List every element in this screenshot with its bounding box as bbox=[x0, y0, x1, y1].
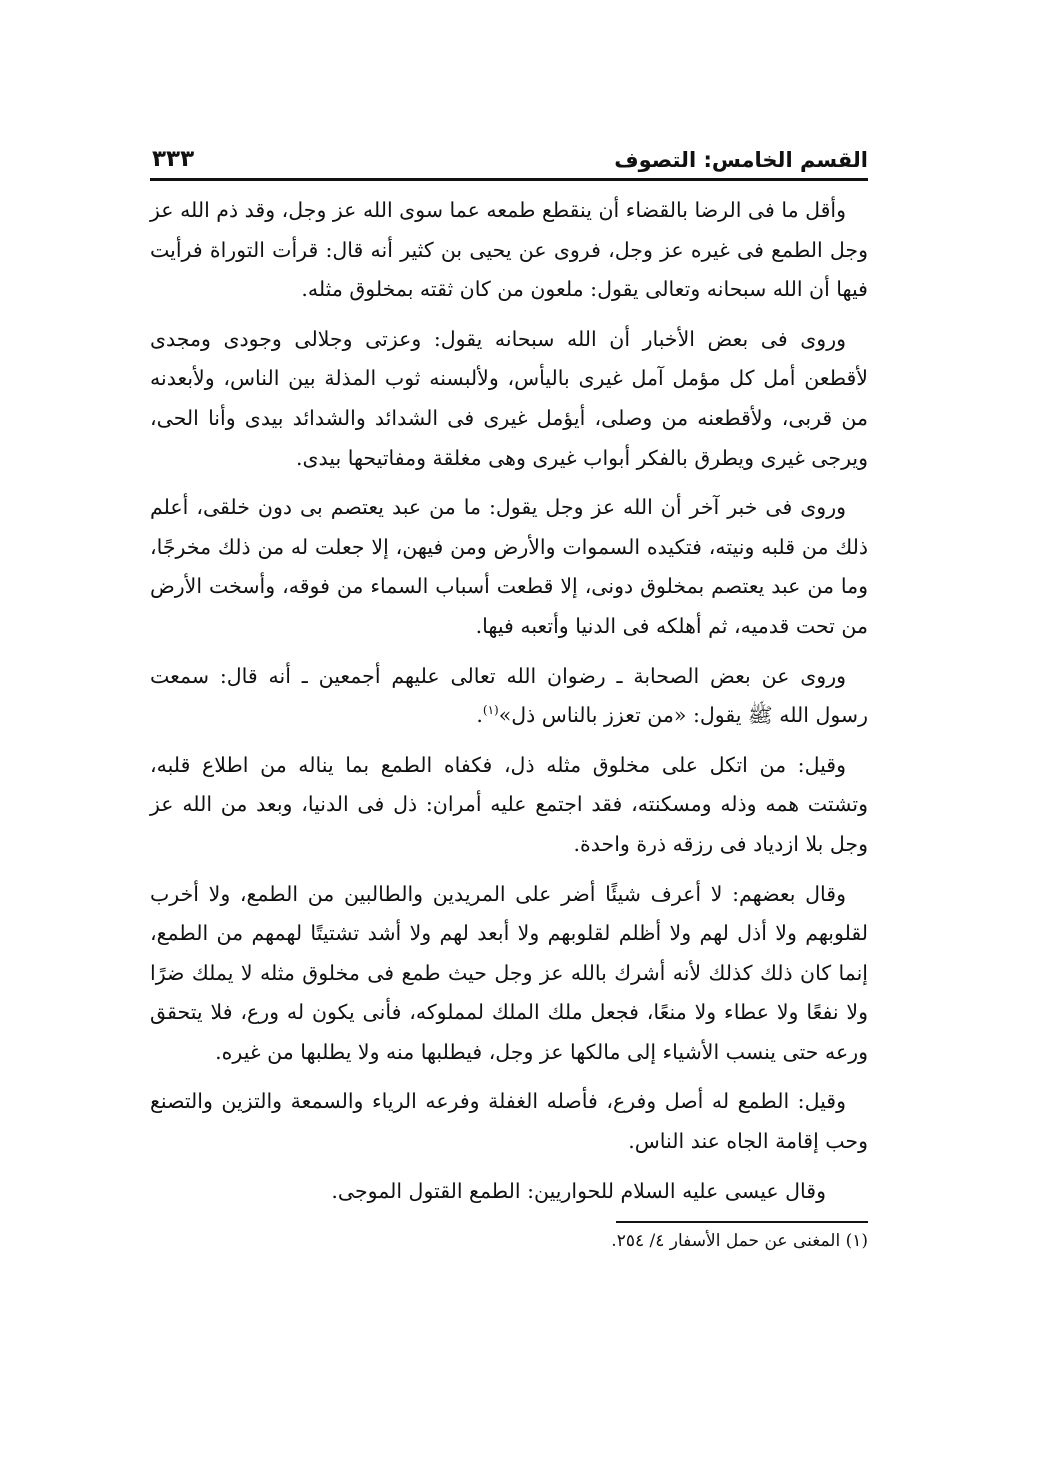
footnote-rule bbox=[616, 1221, 868, 1223]
paragraph-1: وأقل ما فى الرضا بالقضاء أن ينقطع طمعه عما سوى الله عز وجل، وقد ذم الله عز وجل الطمع فى غيره عز وجل، فروى عن يحيى بن كثير أنه قال: قرأت التوراة فرأيت فيها أن الله سبحانه وتعالى يقول: ملعون من كان ثقته بمخلوق مثله. bbox=[150, 198, 868, 302]
book-page bbox=[150, 128, 868, 1255]
paragraph-4-text: وروى عن بعض الصحابة ـ رضوان الله تعالى عليهم أجمعين ـ أنه قال: سمعت رسول الله ﷺ يقول: «من تعزز بالناس ذل» bbox=[150, 663, 868, 728]
header-rule bbox=[150, 178, 868, 181]
paragraph-3: وروى فى خبر آخر أن الله عز وجل يقول: ما من عبد يعتصم بى دون خلقى، أعلم ذلك من قلبه ونيته، فتكيده السموات والأرض ومن فيهن، إلا جعلت له من ذلك مخرجًا، وما من عبد يعتصم بمخلوق دونى، إلا قطعت أسباب السماء من فوقه، وأسخت الأرض من تحت قدميه، ثم أهلكه فى الدنيا وأتعبه فيها. bbox=[150, 495, 868, 638]
paragraph-2: وروى فى بعض الأخبار أن الله سبحانه يقول: وعزتى وجلالى وجودى ومجدى لأقطعن أمل كل مؤمل آمل غيرى باليأس، ولألبسنه ثوب المذلة بين الناس، ولأبعدنه من قربى، ولأقطعنه من وصلى، أيؤمل غيرى فى الشدائد والشدائد بيدى وأنا الحى، ويرجى غيرى ويطرق بالفكر أبواب غيرى وهى مغلقة ومفاتيحها بيدى. bbox=[150, 326, 868, 470]
paragraph-5: وقيل: من اتكل على مخلوق مثله ذل، فكفاه الطمع بما يناله من اطلاع قلبه، وتشتت همه وذله ومسكنته، فقد اجتمع عليه أمران: ذل فى الدنيا، وبعد من الله عز وجل بلا ازدياد فى رزقه ذرة واحدة. bbox=[150, 752, 868, 856]
footnote-marker: (١) bbox=[482, 703, 499, 718]
running-header bbox=[150, 128, 868, 172]
footnote: (١) المغنى عن حمل الأسفار ٤/ ٢٥٤. bbox=[611, 1231, 868, 1252]
body-text bbox=[150, 191, 868, 1211]
section-title: القسم الخامس: التصوف bbox=[614, 148, 868, 172]
paragraph-4 bbox=[150, 657, 868, 736]
paragraph-8: وقال عيسى عليه السلام للحواريين: الطمع القتول الموجى. bbox=[331, 1178, 826, 1203]
paragraph-7: وقيل: الطمع له أصل وفرع، فأصله الغفلة وفرعه الرياء والسمعة والتزين والتصنع وحب إقامة الجاه عند الناس. bbox=[150, 1089, 868, 1154]
paragraph-4-end: . bbox=[476, 703, 483, 728]
paragraph-6: وقال بعضهم: لا أعرف شيئًا أضر على المريدين والطالبين من الطمع، ولا أخرب لقلوبهم ولا أذل لهم ولا أظلم لقلوبهم ولا أبعد لهم ولا أشد تشتيتًا لهمهم من الطمع، إنما كان ذلك كذلك لأنه أشرك بالله عز وجل حيث طمع فى مخلوق مثله لا يملك ضرًا ولا نفعًا ولا عطاء ولا منعًا، فجعل ملك الملك لمملوكه، فأنى يكون له ورع، فلا يتحقق ورعه حتى ينسب الأشياء إلى مالكها عز وجل، فيطلبها منه ولا يطلبها من غيره. bbox=[150, 881, 869, 1064]
page-number: ٣٣٣ bbox=[152, 146, 195, 172]
